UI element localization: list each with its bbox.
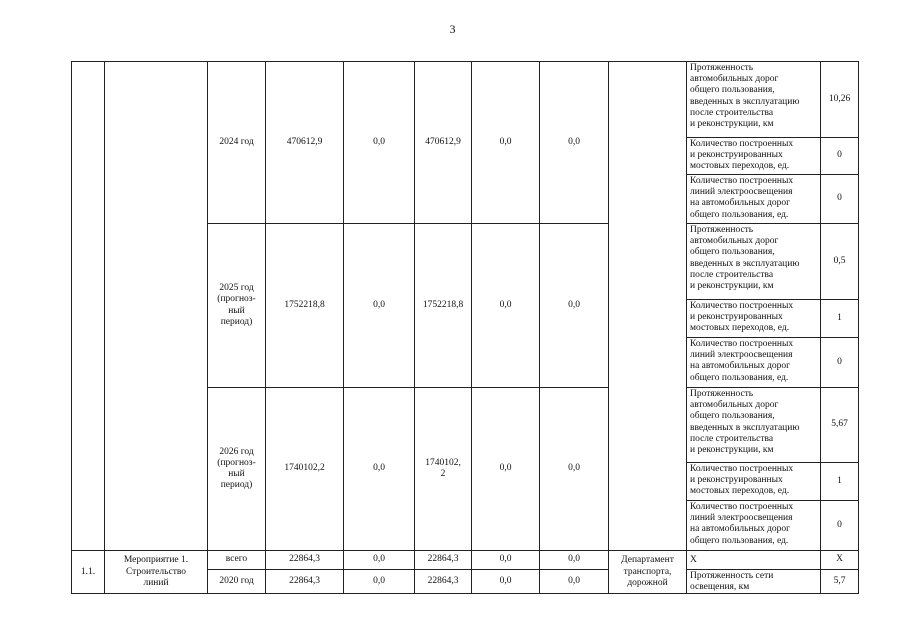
indicator-value: 0	[821, 338, 859, 388]
regional-cell: 22864,3	[415, 551, 472, 570]
indicator-name: Количество построенных и реконструированных мостовых переходов, ед.	[687, 138, 821, 175]
municipal-cell: 0,0	[472, 551, 540, 570]
indicator-name: Протяженность автомобильных дорог общего пользования, введенных в эксплуатацию после строительства и реконструкции, км	[687, 62, 821, 138]
event-name: Мероприятие 1. Строительство линий	[105, 551, 208, 594]
indicator-value: Х	[821, 551, 859, 570]
federal-cell: 0,0	[344, 551, 415, 570]
total-cell: 470612,9	[266, 62, 344, 224]
indicator-name: Количество построенных линий электроосвещения на автомобильных дорог общего пользования, ед.	[687, 501, 821, 551]
year-cell: всего	[208, 551, 266, 570]
executor-cell: Департамент транспорта, дорожной	[609, 551, 687, 594]
municipal-cell: 0,0	[472, 388, 540, 551]
indicator-value: 1	[821, 463, 859, 501]
federal-cell: 0,0	[344, 62, 415, 224]
federal-cell: 0,0	[344, 388, 415, 551]
indicator-name: Протяженность автомобильных дорог общего пользования, введенных в эксплуатацию после строительства и реконструкции, км	[687, 388, 821, 463]
indicator-value: 10,26	[821, 62, 859, 138]
total-cell: 22864,3	[266, 570, 344, 594]
year-cell: 2025 год (прогноз- ный период)	[208, 224, 266, 388]
indicator-name: Протяженность сети освещения, км	[687, 570, 821, 594]
regional-cell: 1752218,8	[415, 224, 472, 388]
indicator-value: 5,7	[821, 570, 859, 594]
indicator-value: 0	[821, 138, 859, 175]
regional-cell: 22864,3	[415, 570, 472, 594]
event-number: 1.1.	[72, 551, 105, 594]
other-cell: 0,0	[540, 570, 609, 594]
total-cell: 1740102,2	[266, 388, 344, 551]
total-cell: 22864,3	[266, 551, 344, 570]
indicator-name: Количество построенных и реконструированных мостовых переходов, ед.	[687, 300, 821, 338]
indicator-name: Количество построенных линий электроосвещения на автомобильных дорог общего пользования, ед.	[687, 338, 821, 388]
indicator-value: 0	[821, 501, 859, 551]
total-cell: 1752218,8	[266, 224, 344, 388]
year-cell: 2020 год	[208, 570, 266, 594]
indicator-name: Количество построенных линий электроосвещения на автомобильных дорог общего пользования, ед.	[687, 175, 821, 224]
name-cell-continued	[105, 62, 208, 551]
municipal-cell: 0,0	[472, 224, 540, 388]
indicator-value: 0	[821, 175, 859, 224]
table-row	[72, 62, 859, 138]
other-cell: 0,0	[540, 388, 609, 551]
indicator-value: 0,5	[821, 224, 859, 300]
federal-cell: 0,0	[344, 570, 415, 594]
table-row	[72, 551, 859, 570]
indicator-value: 1	[821, 300, 859, 338]
regional-cell: 1740102, 2	[415, 388, 472, 551]
program-table	[71, 61, 859, 594]
year-cell: 2026 год (прогноз- ный период)	[208, 388, 266, 551]
indicator-value: 5,67	[821, 388, 859, 463]
federal-cell: 0,0	[344, 224, 415, 388]
indicator-name: Протяженность автомобильных дорог общего пользования, введенных в эксплуатацию после строительства и реконструкции, км	[687, 224, 821, 300]
municipal-cell: 0,0	[472, 62, 540, 224]
other-cell: 0,0	[540, 551, 609, 570]
municipal-cell: 0,0	[472, 570, 540, 594]
page-number: 3	[449, 22, 456, 36]
number-cell-continued	[72, 62, 105, 551]
executor-cell-continued	[609, 62, 687, 551]
other-cell: 0,0	[540, 62, 609, 224]
year-cell: 2024 год	[208, 62, 266, 224]
indicator-name: Количество построенных и реконструированных мостовых переходов, ед.	[687, 463, 821, 501]
indicator-name: Х	[687, 551, 821, 570]
regional-cell: 470612,9	[415, 62, 472, 224]
other-cell: 0,0	[540, 224, 609, 388]
